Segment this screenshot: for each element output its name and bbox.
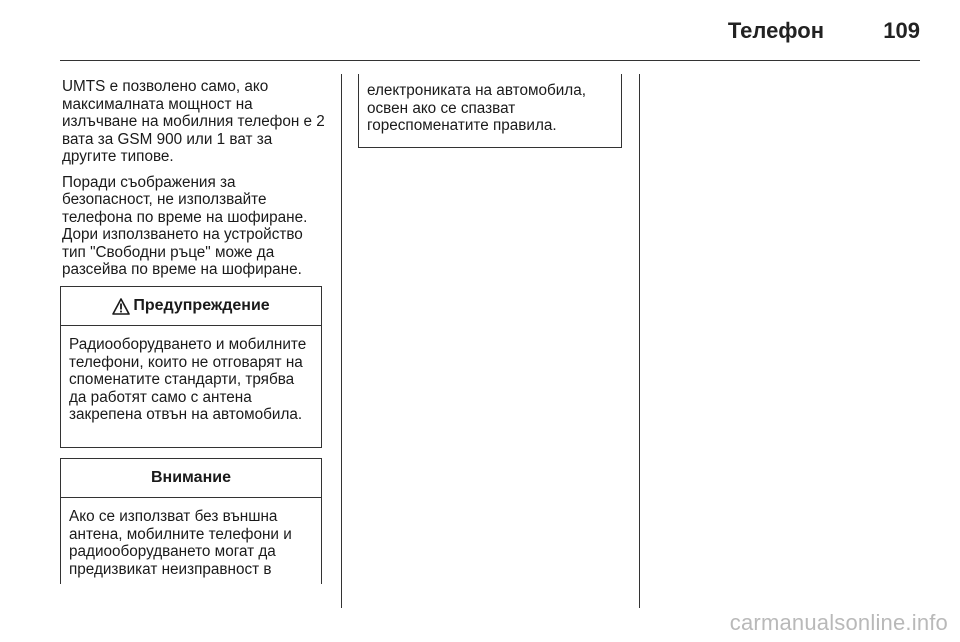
warning-box-header — [61, 287, 321, 326]
header-rule — [60, 60, 920, 61]
column-divider-right — [639, 74, 640, 608]
warning-box-title: Предупреждение — [133, 297, 270, 314]
caution-box-continued-text: електрониката на автомобила, освен ако се спазват гореспоменатите правила. — [367, 82, 586, 134]
warning-triangle-icon — [112, 298, 130, 315]
caution-box-text: Ако се използват без външна антена, мобилните телефони и радиооборудването могат да предизвикат неизправност в — [69, 508, 292, 578]
warning-box-text: Радиооборудването и мобилните телефони, които не отговарят на споменатите стандарти, трябва да работят само с антена закрепена отвън на автомобила. — [69, 336, 307, 423]
caution-box-title: Внимание — [151, 469, 231, 486]
caution-box-continued — [358, 74, 622, 148]
page-section-title: Телефон — [727, 18, 824, 43]
page-header — [0, 0, 960, 62]
warning-box — [60, 286, 322, 448]
page-number: 109 — [883, 18, 920, 43]
caution-box-header — [61, 459, 321, 498]
column-divider-left — [341, 74, 342, 608]
paragraph-umts: UMTS е позволено само, ако максималната мощност на излъчване на мобилния телефон е 2 вата за GSM 900 или 1 ват за другите типове. — [62, 78, 325, 165]
left-column-text — [62, 78, 326, 287]
watermark: carmanualsonline.info — [729, 610, 948, 635]
paragraph-safety: Поради съображения за безопасност, не използвайте телефона по време на шофиране. Дори използването на устройство тип "Свободни ръце" може да разсейва по време на шофиране. — [62, 173, 308, 278]
caution-box — [60, 458, 322, 584]
